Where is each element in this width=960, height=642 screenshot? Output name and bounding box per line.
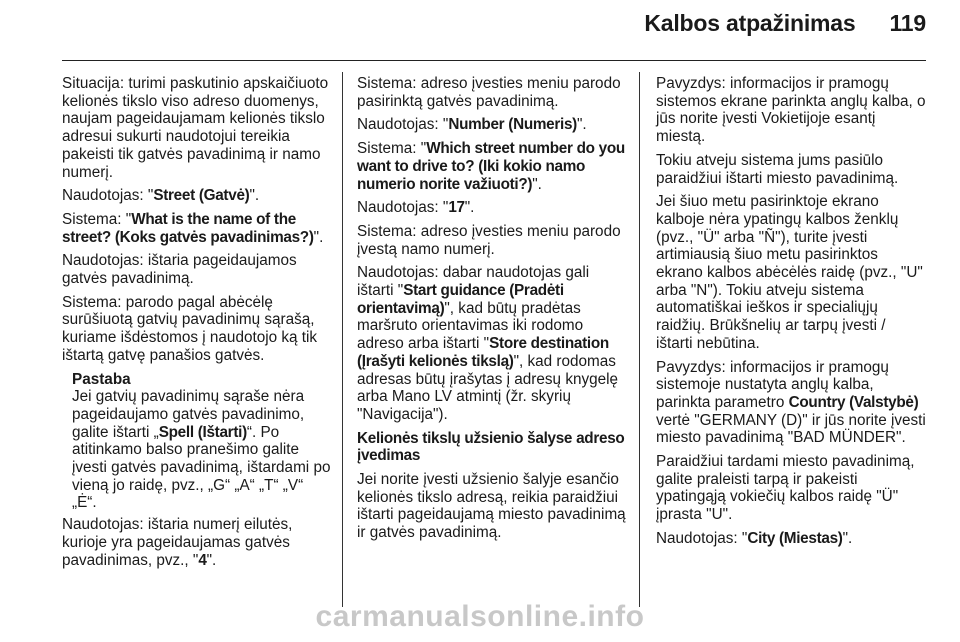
text: ".	[576, 116, 587, 134]
page-number: 119	[889, 10, 926, 36]
voice-command: City (Miestas)	[747, 529, 843, 547]
text: ", kad rodomas adresas būtų įrašytas į adresų knygelę arba Mano LV atmintį (žr. skyrių "Navigacija").	[357, 352, 619, 423]
paragraph	[357, 199, 627, 217]
text: ".	[464, 199, 475, 217]
paragraph: Sistema: parodo pagal abėcėlę surūšiuotą gatvių pavadinimų sąrašą, kuriame išdėstomos į naudotojo ką tik ištartą gatvę panašios gatvės.	[62, 293, 318, 364]
voice-command: Number (Numeris)	[448, 116, 577, 134]
paragraph	[656, 530, 926, 548]
paragraph: Tokiu atveju sistema jums pasiūlo paraidžiui ištarti miesto pavadinimą.	[656, 151, 899, 187]
text: ", kad būtų pradėtas maršruto orientavimas iki rodomo adreso arba ištarti "	[357, 299, 584, 353]
note-text	[72, 388, 332, 512]
section-heading: Kelionės tikslų užsienio šalyse adreso įvedimas	[357, 429, 625, 465]
text: Sistema: "	[357, 140, 427, 158]
system-prompt: What is the name of the street? (Koks gatvės pavadinimas?)	[62, 210, 314, 246]
paragraph: Paraidžiui tardami miesto pavadinimą, galite praleisti tarpą ir pakeisti ypatingąją vokiečių kalbos raidę "Ü" įprasta "U".	[656, 453, 915, 524]
paragraph	[62, 211, 332, 246]
voice-command: 17	[448, 199, 465, 217]
paragraph	[357, 116, 627, 134]
paragraph: Sistema: adreso įvesties meniu parodo pasirinktą gatvės pavadinimą.	[357, 75, 621, 110]
voice-command: Start guidance (Pradėti orientavimą)	[357, 282, 564, 317]
column-divider	[639, 72, 640, 607]
paragraph: Jei norite įvesti užsienio šalyje esančio kelionės tikslo adresą, reikia paraidžiui ištarti pageidaujamą miesto pavadinimą ir gatvės pavadinimą.	[357, 471, 626, 542]
text: ".	[532, 175, 542, 193]
paragraph: Pavyzdys: informacijos ir pramogų sistemos ekrane parinkta anglų kalba, o jūs norite įvesti Vokietijoje esantį miestą.	[656, 75, 926, 146]
page-title: Kalbos atpažinimas	[644, 10, 856, 36]
text: ".	[249, 187, 260, 205]
text: ".	[842, 529, 853, 547]
header-rule	[62, 60, 926, 61]
column-right	[656, 75, 926, 554]
paragraph: Sistema: adreso įvesties meniu parodo įvestą namo numerį.	[357, 222, 621, 258]
parameter-name: Country (Valstybė)	[788, 393, 919, 411]
paragraph	[357, 140, 627, 193]
text: Naudotojas: "	[357, 116, 449, 134]
paragraph	[357, 264, 627, 423]
text: Naudotojas: dabar naudotojas gali ištarti "	[357, 264, 590, 300]
paragraph	[656, 359, 926, 448]
note-title: Pastaba	[72, 370, 131, 388]
voice-command: Store destination (Įrašyti kelionės tikslą)	[357, 335, 609, 370]
column-left	[62, 75, 332, 575]
column-divider	[342, 72, 343, 607]
paragraph	[62, 516, 332, 569]
paragraph: Situacija: turimi paskutinio apskaičiuoto kelionės tikslo viso adreso duomenys, naujam pageidaujamam kelionės tikslo adresui sukurti naudotojui tereikia pakeisti tik gatvės pavadinimą ir namo numerį.	[62, 75, 329, 181]
voice-command: 4	[198, 551, 207, 569]
text: Naudotojas: ištaria numerį eilutės, kurioje yra pageidaujamas gatvės pavadinimas, pvz., "	[62, 516, 293, 569]
text: Sistema: "	[62, 210, 132, 228]
text: ".	[206, 551, 217, 569]
text: ".	[313, 228, 324, 246]
text: Naudotojas: "	[357, 199, 449, 217]
text: Jei gatvių pavadinimų sąraše nėra pageidaujamo gatvės pavadinimo, galite ištarti „	[72, 388, 305, 441]
text: vertė "GERMANY (D)" ir jūs norite įvesti miesto pavadinimą "BAD MÜNDER".	[656, 411, 926, 447]
page-header	[0, 10, 926, 37]
watermark: carmanualsonline.info	[315, 600, 645, 633]
paragraph	[62, 187, 332, 205]
voice-command: Street (Gatvė)	[153, 187, 250, 205]
paragraph: Jei šiuo metu pasirinktoje ekrano kalboje nėra ypatingų kalbos ženklų (pvz., "Ü" arba "Ñ"), turite įvesti artimiausią šiuo metu pasirinktos ekrano kalbos abėcėlės raidę (pvz., "U" arba "N"). Tokiu atveju sistema automatiškai ieškos ir specialiųjų raidžių. Brūkšnelių ar tarpų įvesti / ištarti nebūtina.	[656, 193, 923, 352]
text: Naudotojas: "	[62, 187, 154, 205]
text: Pavyzdys: informacijos ir pramogų sistemoje nustatyta anglų kalba, parinkta parametro	[656, 358, 889, 411]
system-prompt: Which street number do you want to drive to? (Iki kokio namo numerio norite važiuoti?)	[357, 140, 625, 193]
voice-command: Spell (Ištarti)	[158, 423, 247, 441]
text: Naudotojas: "	[656, 529, 748, 547]
text: “. Po atitinkamo balso pranešimo galite įvesti gatvės pavadinimą, ištardami po vieną jo raidę, pvz., „G“ „A“ „T“ „V“ „Ė“.	[72, 423, 331, 512]
paragraph: Naudotojas: ištaria pageidaujamos gatvės pavadinimą.	[62, 252, 297, 288]
column-middle	[357, 75, 627, 548]
note-box	[72, 371, 332, 513]
